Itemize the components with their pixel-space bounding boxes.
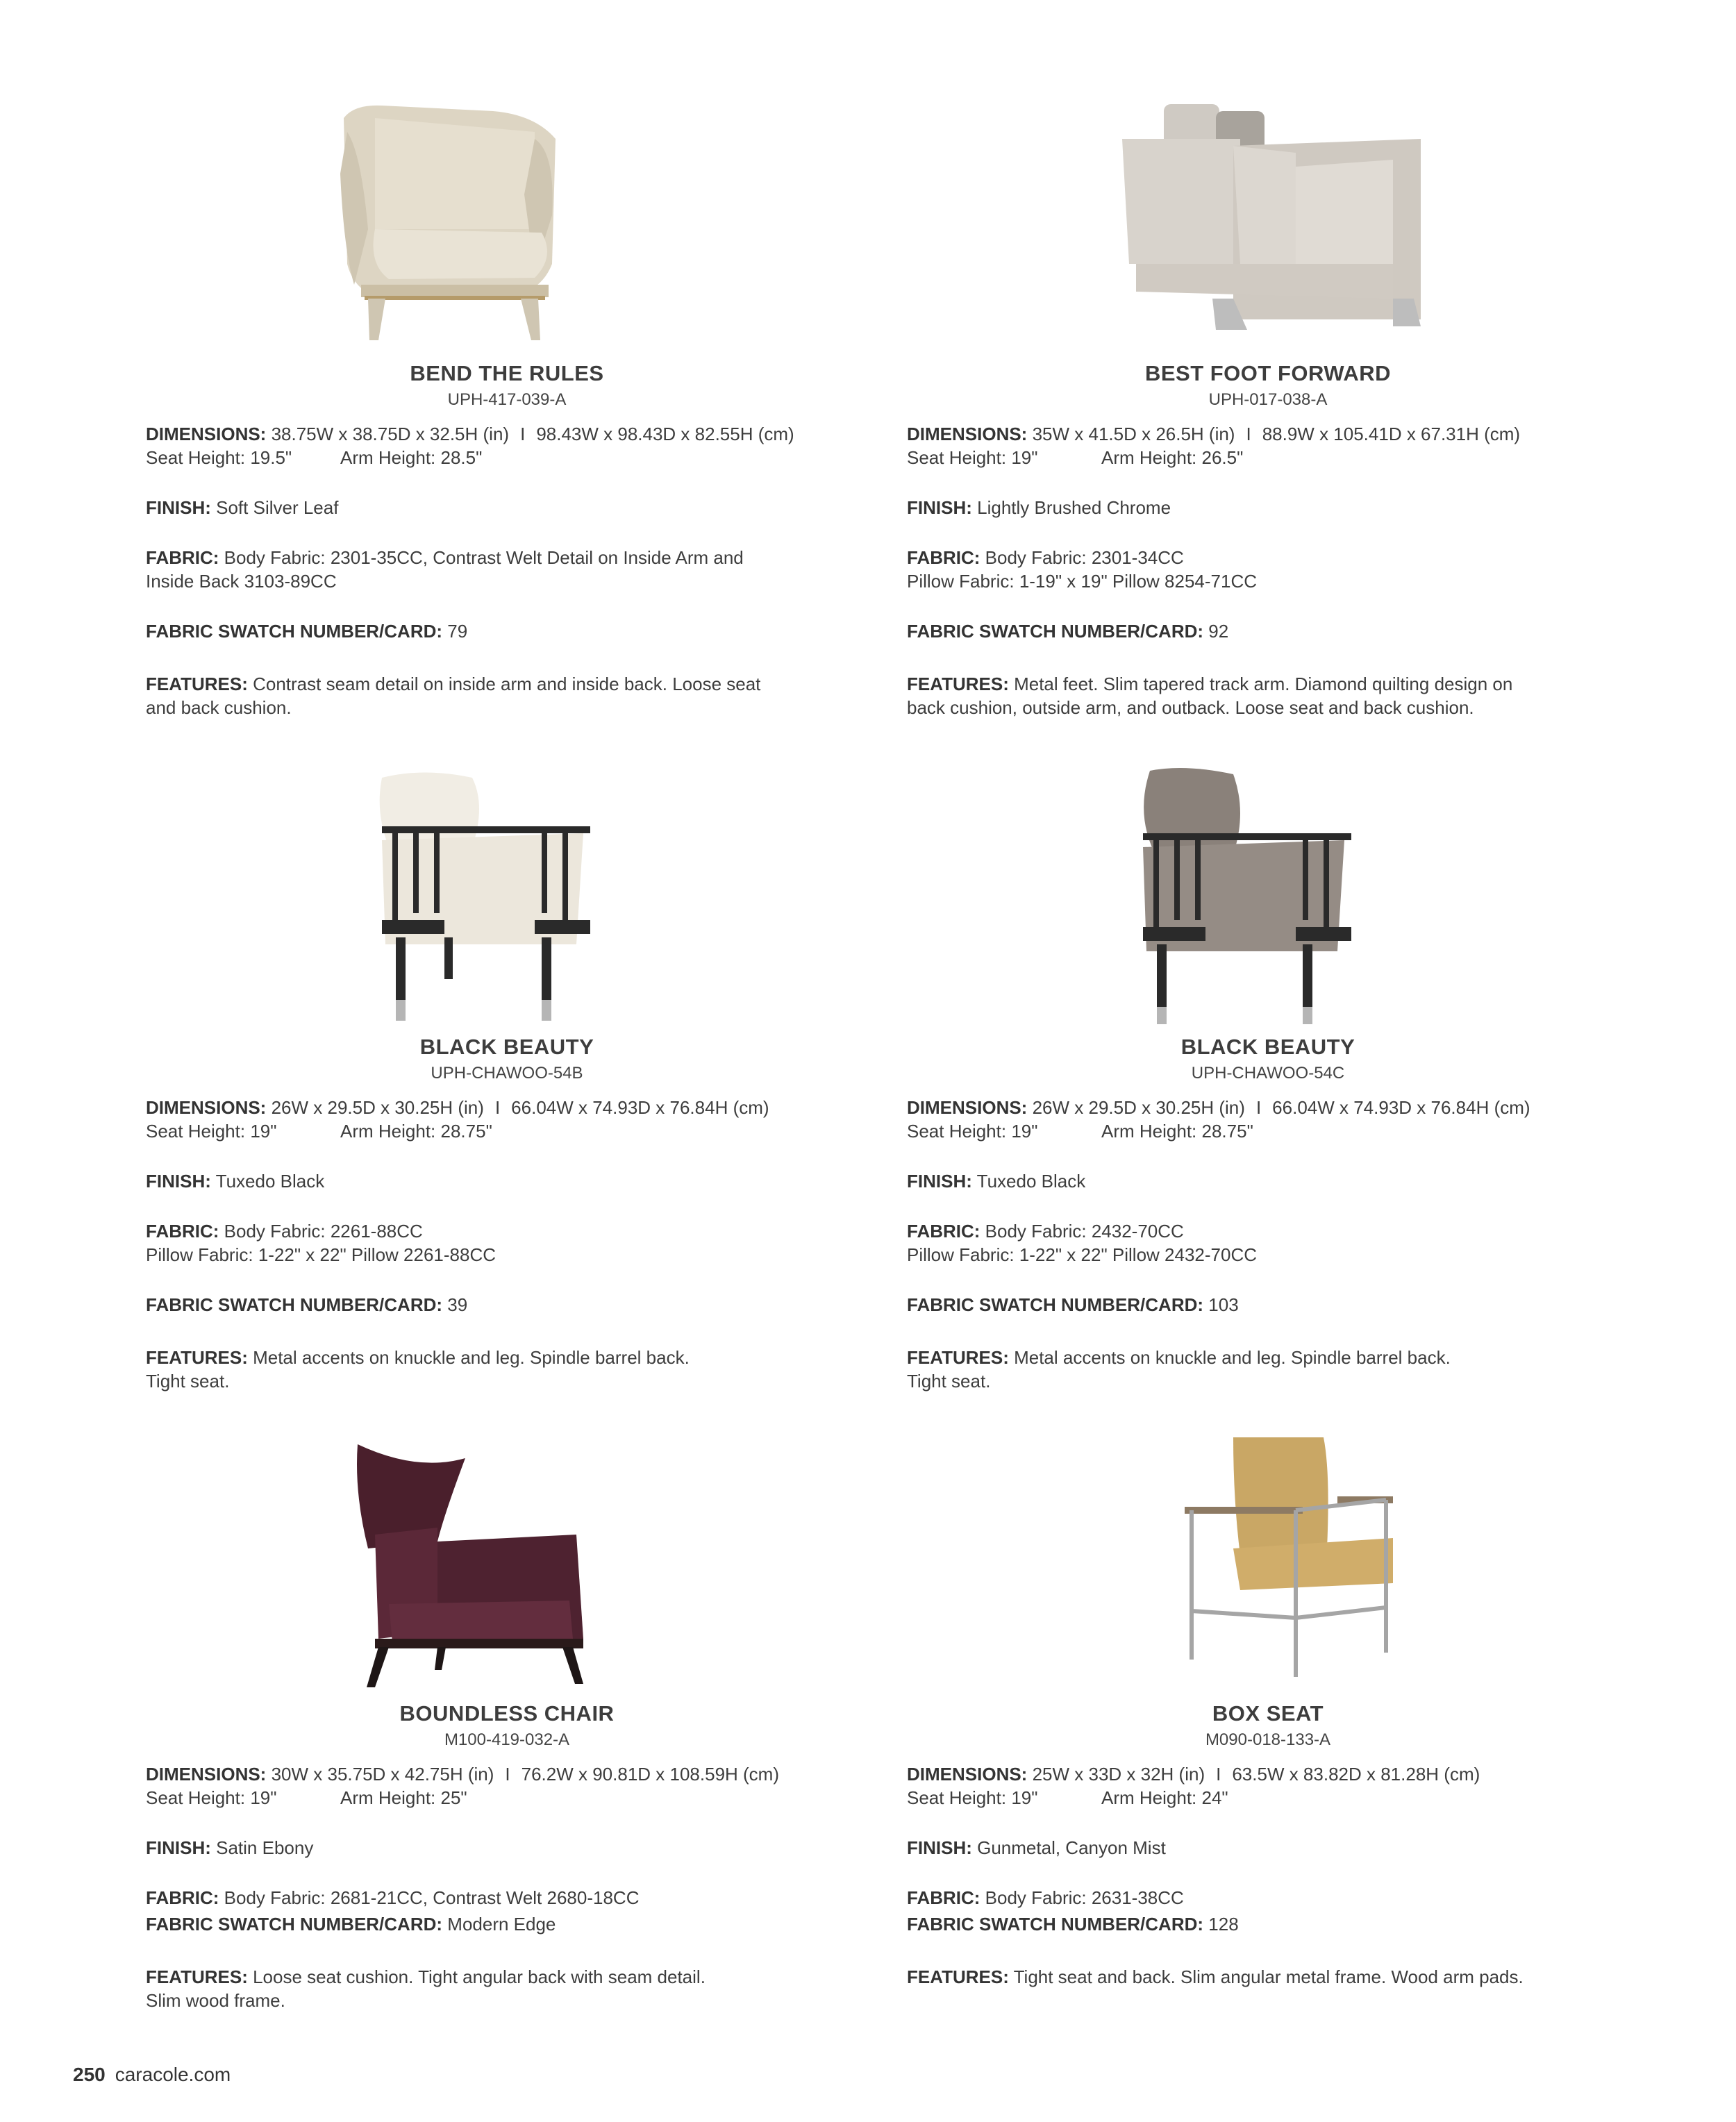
- features-line-1: Loose seat cushion. Tight angular back with seam detail.: [253, 1966, 706, 1987]
- product-sku: UPH-CHAWOO-54C: [1191, 1064, 1345, 1083]
- product-specs: [146, 1762, 868, 2012]
- seat-height-label: Seat Height:: [146, 1121, 246, 1142]
- arm-height-label: Arm Height:: [1101, 447, 1197, 468]
- arm-height-label: Arm Height:: [340, 1787, 436, 1808]
- dimensions-label: DIMENSIONS:: [907, 1764, 1028, 1785]
- swatch-label: FABRIC SWATCH NUMBER/CARD:: [146, 1294, 443, 1315]
- swatch-label: FABRIC SWATCH NUMBER/CARD:: [146, 621, 443, 642]
- seat-height-label: Seat Height:: [907, 1787, 1007, 1808]
- product-card: [907, 764, 1629, 1393]
- arm-height-value: 28.5": [440, 447, 483, 468]
- arm-height-value: 24": [1201, 1787, 1228, 1808]
- fabric-label: FABRIC:: [146, 547, 219, 568]
- features-line-2: Slim wood frame.: [146, 1990, 285, 2011]
- finish-value: Tuxedo Black: [215, 1171, 325, 1192]
- arm-height-value: 28.75": [1201, 1121, 1253, 1142]
- features-line-1: Contrast seam detail on inside arm and inside back. Loose seat: [253, 674, 761, 694]
- arm-height-label: Arm Height:: [1101, 1121, 1197, 1142]
- product-name: BLACK BEAUTY: [1180, 1035, 1355, 1059]
- features-line-1: Tight seat and back. Slim angular metal frame. Wood arm pads.: [1013, 1966, 1524, 1987]
- finish-label: FINISH:: [146, 1837, 211, 1858]
- seat-height-value: 19": [250, 1787, 277, 1808]
- dimensions-cm: 76.2W x 90.81D x 108.59H (cm): [521, 1764, 780, 1785]
- seat-height-value: 19": [250, 1121, 277, 1142]
- product-specs: [907, 1096, 1629, 1393]
- features-line-1: Metal accents on knuckle and leg. Spindle barrel back.: [253, 1347, 690, 1368]
- arm-height-value: 26.5": [1201, 447, 1244, 468]
- product-specs: [146, 422, 868, 719]
- product-name: BOUNDLESS CHAIR: [399, 1701, 615, 1726]
- finish-value: Lightly Brushed Chrome: [977, 497, 1171, 518]
- features-label: FEATURES:: [146, 1347, 248, 1368]
- product-card: [146, 1430, 868, 2012]
- dimensions-separator: I: [505, 1764, 510, 1785]
- fabric-line-1: Body Fabric: 2301-35CC, Contrast Welt Detail on Inside Arm and: [224, 547, 744, 568]
- swatch-label: FABRIC SWATCH NUMBER/CARD:: [907, 621, 1204, 642]
- fabric-label: FABRIC:: [907, 1887, 980, 1908]
- swatch-label: FABRIC SWATCH NUMBER/CARD:: [146, 1914, 443, 1935]
- product-photo: [907, 1430, 1629, 1694]
- finish-label: FINISH:: [907, 497, 972, 518]
- dimensions-in: 26W x 29.5D x 30.25H (in): [1032, 1097, 1245, 1118]
- seat-height-label: Seat Height:: [907, 1121, 1007, 1142]
- finish-value: Gunmetal, Canyon Mist: [977, 1837, 1166, 1858]
- swatch-label: FABRIC SWATCH NUMBER/CARD:: [907, 1914, 1204, 1935]
- finish-label: FINISH:: [146, 497, 211, 518]
- product-card: [146, 90, 868, 719]
- finish-label: FINISH:: [907, 1171, 972, 1192]
- seat-height-label: Seat Height:: [907, 447, 1007, 468]
- product-name: BEST FOOT FORWARD: [1144, 361, 1392, 385]
- dimensions-separator: I: [494, 1097, 501, 1118]
- arm-height-label: Arm Height:: [340, 1121, 436, 1142]
- dimensions-label: DIMENSIONS:: [907, 1097, 1028, 1118]
- dimensions-separator: I: [1246, 424, 1251, 444]
- seat-height-value: 19": [1011, 1787, 1038, 1808]
- fabric-line-1: Body Fabric: 2432-70CC: [985, 1221, 1184, 1242]
- fabric-label: FABRIC:: [146, 1887, 219, 1908]
- fabric-line-1: Body Fabric: 2631-38CC: [985, 1887, 1184, 1908]
- product-specs: [907, 422, 1629, 719]
- seat-height-label: Seat Height:: [146, 447, 246, 468]
- product-photo: [146, 1430, 868, 1694]
- product-card: [907, 1430, 1629, 1989]
- dimensions-label: DIMENSIONS:: [146, 424, 267, 444]
- dimensions-label: DIMENSIONS:: [907, 424, 1028, 444]
- features-line-2: back cushion, outside arm, and outback. Loose seat and back cushion.: [907, 697, 1474, 718]
- dimensions-cm: 63.5W x 83.82D x 81.28H (cm): [1232, 1764, 1480, 1785]
- dimensions-label: DIMENSIONS:: [146, 1097, 267, 1118]
- features-label: FEATURES:: [907, 1347, 1009, 1368]
- features-line-1: Metal accents on knuckle and leg. Spindle barrel back.: [1014, 1347, 1451, 1368]
- product-card: [146, 764, 868, 1393]
- seat-height-value: 19.5": [250, 447, 292, 468]
- arm-height-value: 25": [440, 1787, 467, 1808]
- swatch-value: 128: [1208, 1914, 1239, 1935]
- arm-height-value: 28.75": [440, 1121, 492, 1142]
- features-line-2: Tight seat.: [907, 1371, 991, 1392]
- dimensions-in: 38.75W x 38.75D x 32.5H (in): [271, 424, 510, 444]
- product-sku: M090-018-133-A: [1205, 1730, 1331, 1749]
- product-specs: [907, 1762, 1629, 1989]
- fabric-line-2: Pillow Fabric: 1-19" x 19" Pillow 8254-71CC: [907, 571, 1258, 592]
- product-specs: [146, 1096, 868, 1393]
- dimensions-in: 30W x 35.75D x 42.75H (in): [271, 1764, 494, 1785]
- product-photo: [907, 90, 1629, 354]
- product-name: BEND THE RULES: [410, 361, 604, 385]
- features-line-2: and back cushion.: [146, 697, 292, 718]
- product-name: BOX SEAT: [1212, 1701, 1324, 1726]
- fabric-label: FABRIC:: [907, 547, 980, 568]
- dimensions-in: 35W x 41.5D x 26.5H (in): [1032, 424, 1235, 444]
- finish-label: FINISH:: [146, 1171, 211, 1192]
- dimensions-label: DIMENSIONS:: [146, 1764, 267, 1785]
- fabric-line-2: Inside Back 3103-89CC: [146, 571, 337, 592]
- dimensions-separator: I: [1216, 1764, 1221, 1785]
- finish-value: Satin Ebony: [216, 1837, 314, 1858]
- page-footer: [73, 2064, 231, 2086]
- product-sku: UPH-CHAWOO-54B: [431, 1064, 583, 1083]
- seat-height-label: Seat Height:: [146, 1787, 246, 1808]
- features-label: FEATURES:: [907, 674, 1009, 694]
- dimensions-in: 25W x 33D x 32H (in): [1032, 1764, 1205, 1785]
- product-sku: UPH-017-038-A: [1208, 390, 1328, 409]
- features-line-1: Metal feet. Slim tapered track arm. Diamond quilting design on: [1014, 674, 1513, 694]
- dimensions-cm: 66.04W x 74.93D x 76.84H (cm): [511, 1097, 769, 1118]
- swatch-value: 103: [1208, 1294, 1239, 1315]
- website-link[interactable]: caracole.com: [115, 2064, 231, 2085]
- product-sku: UPH-417-039-A: [447, 390, 567, 409]
- fabric-line-1: Body Fabric: 2681-21CC, Contrast Welt 2680-18CC: [224, 1887, 640, 1908]
- arm-height-label: Arm Height:: [340, 447, 436, 468]
- fabric-label: FABRIC:: [146, 1221, 219, 1242]
- product-card: [907, 90, 1629, 719]
- features-label: FEATURES:: [146, 674, 248, 694]
- finish-value: Soft Silver Leaf: [216, 497, 339, 518]
- fabric-line-2: Pillow Fabric: 1-22" x 22" Pillow 2432-70CC: [907, 1244, 1258, 1265]
- features-label: FEATURES:: [146, 1966, 248, 1987]
- product-photo: [907, 764, 1629, 1028]
- dimensions-cm: 88.9W x 105.41D x 67.31H (cm): [1262, 424, 1521, 444]
- fabric-line-2: Pillow Fabric: 1-22" x 22" Pillow 2261-88CC: [146, 1244, 496, 1265]
- swatch-value: 79: [447, 621, 468, 642]
- dimensions-separator: I: [1255, 1097, 1262, 1118]
- seat-height-value: 19": [1011, 1121, 1038, 1142]
- swatch-label: FABRIC SWATCH NUMBER/CARD:: [907, 1294, 1204, 1315]
- features-line-2: Tight seat.: [146, 1371, 230, 1392]
- swatch-value: 92: [1208, 621, 1229, 642]
- page-number: 250: [73, 2064, 106, 2085]
- product-sku: M100-419-032-A: [444, 1730, 570, 1749]
- dimensions-cm: 66.04W x 74.93D x 76.84H (cm): [1272, 1097, 1530, 1118]
- seat-height-value: 19": [1011, 447, 1038, 468]
- arm-height-label: Arm Height:: [1101, 1787, 1197, 1808]
- product-name: BLACK BEAUTY: [419, 1035, 594, 1059]
- fabric-label: FABRIC:: [907, 1221, 980, 1242]
- features-label: FEATURES:: [907, 1966, 1009, 1987]
- product-photo: [146, 764, 868, 1028]
- product-photo: [146, 90, 868, 354]
- fabric-line-1: Body Fabric: 2261-88CC: [224, 1221, 423, 1242]
- swatch-value: Modern Edge: [447, 1914, 556, 1935]
- dimensions-cm: 98.43W x 98.43D x 82.55H (cm): [536, 424, 794, 444]
- swatch-value: 39: [447, 1294, 468, 1315]
- fabric-line-1: Body Fabric: 2301-34CC: [985, 547, 1184, 568]
- finish-value: Tuxedo Black: [976, 1171, 1086, 1192]
- finish-label: FINISH:: [907, 1837, 972, 1858]
- dimensions-separator: I: [520, 424, 526, 444]
- dimensions-in: 26W x 29.5D x 30.25H (in): [271, 1097, 484, 1118]
